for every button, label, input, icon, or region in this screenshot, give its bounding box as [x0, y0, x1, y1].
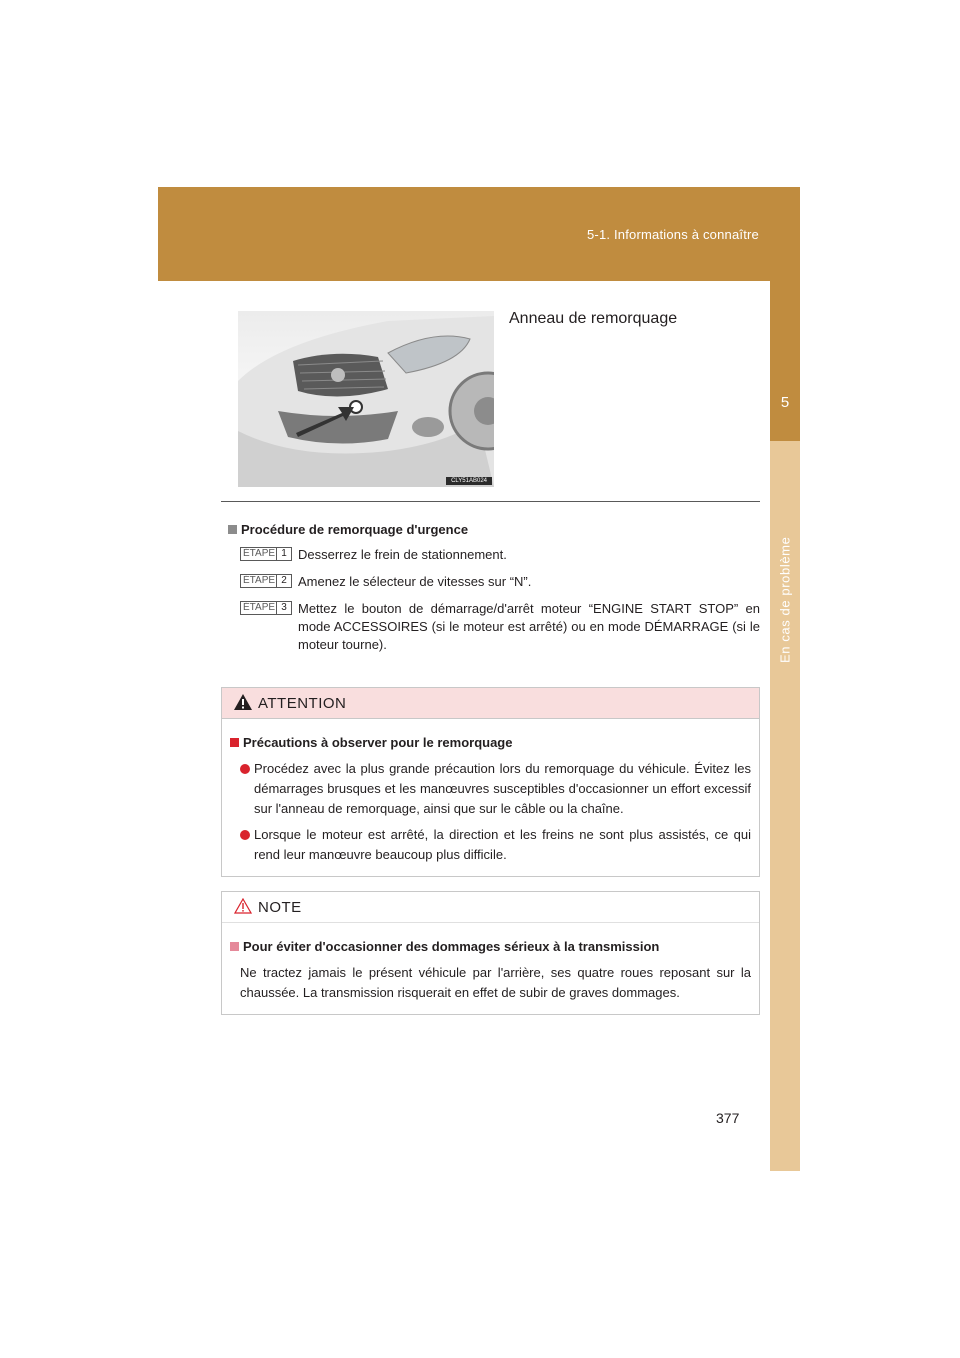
section-title: 5-1. Informations à connaître	[586, 227, 759, 242]
figure-code: CLY51AB024	[446, 477, 492, 485]
note-title: NOTE	[258, 898, 302, 916]
attention-bullet: Procédez avec la plus grande précaution lors du remorquage du véhicule. Évitez les démarrages brusques et les manœuvres susceptibles d'occasionner un effort excessif sur l'anneau de remorquage, ainsi que sur le câble ou la chaîne.	[230, 759, 751, 819]
chapter-label: En cas de problème	[777, 536, 793, 664]
bullet-dot-icon	[240, 764, 250, 774]
procedure-heading-text: Procédure de remorquage d'urgence	[241, 522, 469, 537]
attention-subheading: Précautions à observer pour le remorquage	[230, 733, 751, 753]
header-band	[158, 187, 800, 281]
step-2	[240, 573, 760, 591]
attention-body	[222, 719, 759, 881]
section-divider	[221, 501, 760, 502]
step-text: Mettez le bouton de démarrage/d'arrêt moteur “ENGINE START STOP” en mode ACCESSOIRES (si le moteur est arrêté) ou en mode DÉMARRAGE (si le moteur tourne).	[298, 601, 760, 652]
step-3	[240, 600, 760, 654]
step-badge: ÉTAPE 3	[240, 601, 292, 615]
note-body	[222, 923, 759, 1013]
step-badge: ÉTAPE 2	[240, 574, 292, 588]
square-bullet-icon	[228, 525, 237, 534]
note-subheading: Pour éviter d'occasionner des dommages sérieux à la transmission	[230, 937, 751, 957]
step-text: Amenez le sélecteur de vitesses sur “N”.	[298, 574, 532, 589]
attention-bullet: Lorsque le moteur est arrêté, la direction et les freins ne sont plus assistés, ce qui rend leur manœuvre beaucoup plus difficile.	[230, 825, 751, 865]
caution-triangle-icon	[234, 898, 252, 914]
attention-header	[222, 688, 759, 719]
square-bullet-icon	[230, 942, 239, 951]
car-front-illustration	[238, 311, 494, 487]
procedure-heading	[228, 522, 468, 537]
note-header	[222, 892, 759, 923]
page-number: 377	[716, 1110, 740, 1126]
attention-box	[221, 687, 760, 877]
note-box	[221, 891, 760, 1015]
chapter-number: 5	[780, 394, 790, 411]
warning-triangle-icon	[234, 694, 252, 710]
chapter-tab-active	[770, 281, 800, 441]
step-text: Desserrez le frein de stationnement.	[298, 547, 507, 562]
bullet-dot-icon	[240, 830, 250, 840]
car-front-drawing	[238, 311, 494, 487]
figure-caption: Anneau de remorquage	[509, 310, 678, 327]
attention-title: ATTENTION	[258, 694, 347, 712]
note-text: Ne tractez jamais le présent véhicule par l'arrière, ses quatre roues reposant sur la chaussée. La transmission risquerait en effet de subir de graves dommages.	[240, 965, 751, 1000]
step-badge: ÉTAPE 1	[240, 547, 292, 561]
square-bullet-icon	[230, 738, 239, 747]
step-1	[240, 546, 760, 564]
